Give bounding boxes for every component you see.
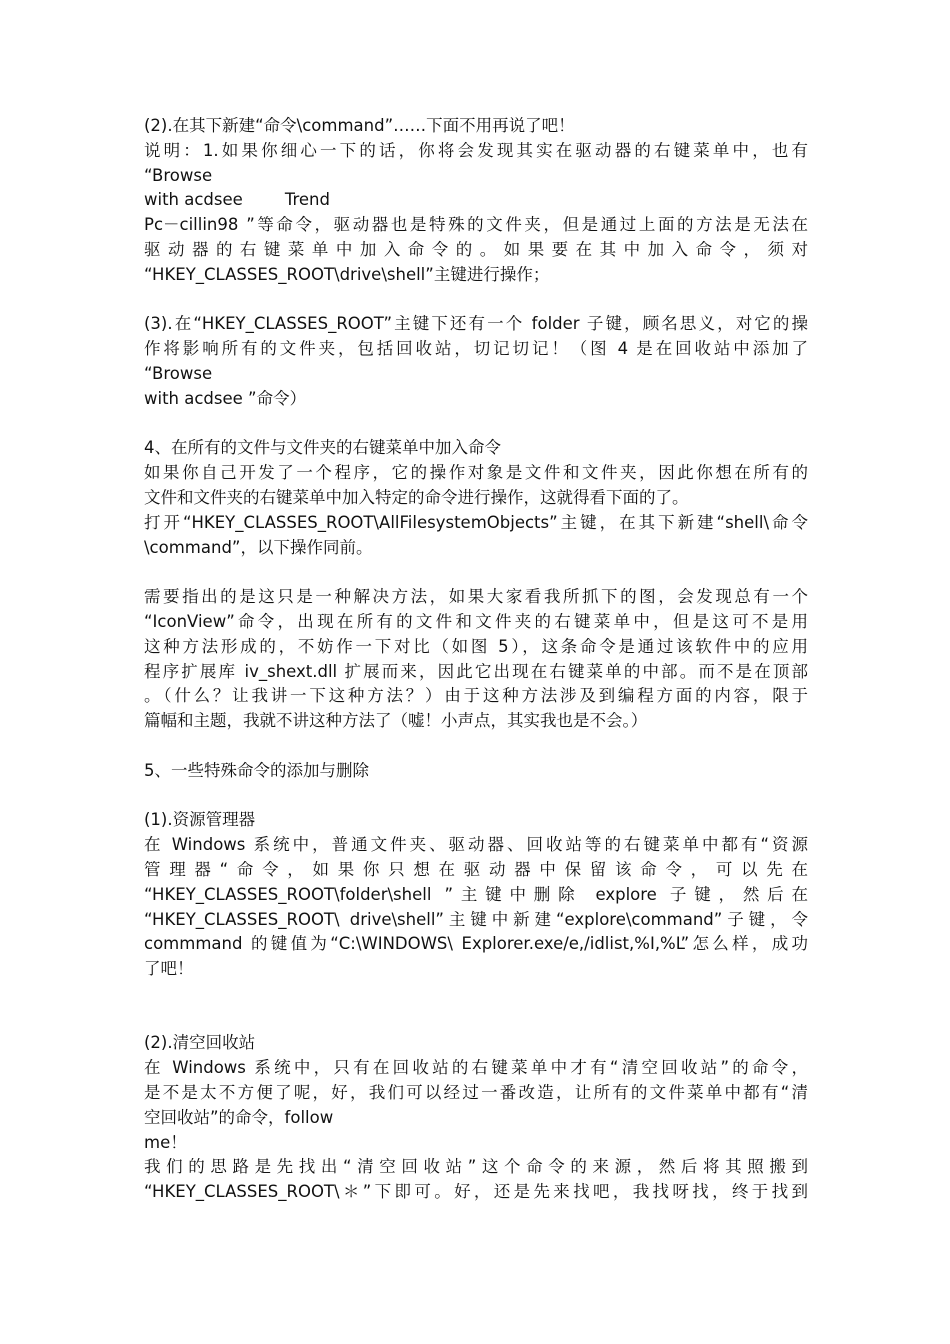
text-line: 在 Windows 系统中，只有在回收站的右键菜单中才有“清空回收站”的命令，	[144, 1058, 808, 1078]
text-fragment: with acdsee	[144, 190, 243, 210]
text-line: (3).在“HKEY_CLASSES_ROOT”主键下还有一个 folder 子键，顾名思义，对它的操	[144, 314, 808, 334]
subsection-heading: (2).清空回收站	[144, 1033, 256, 1053]
text-fragment: Trend	[284, 190, 330, 210]
text-line: 管理器“命令，如果你只想在驱动器中保留该命令，可以先在	[144, 859, 808, 879]
text-line: “Browse	[144, 165, 213, 185]
text-line: 说明：1.如果你细心一下的话，你将会发现其实在驱动器的右键菜单中，也有	[144, 140, 808, 160]
text-line: 程序扩展库 iv_shext.dll 扩展而来，因此它出现在右键菜单的中部。而不是在顶部	[144, 661, 808, 681]
paragraph-gap	[144, 288, 808, 313]
text-line: “HKEY_CLASSES_ROOT\ drive\shell”主键中新建“explore\command”子键，令	[144, 909, 808, 929]
text-line: Pc－cillin98 ”等命令，驱动器也是特殊的文件夹，但是通过上面的方法是无法在	[144, 215, 808, 235]
text-line	[144, 188, 808, 213]
section-heading: 4、在所有的文件与文件夹的右键菜单中加入命令	[144, 438, 501, 458]
text-line: 了吧！	[144, 959, 194, 979]
paragraph-gap	[144, 412, 808, 437]
paragraph-gap	[144, 784, 808, 809]
text-line: “HKEY_CLASSES_ROOT\folder\shell ”主键中删除 explore 子键，然后在	[144, 884, 808, 904]
subsection-heading: (1).资源管理器	[144, 810, 256, 830]
text-line: 是不是太不方便了呢，好，我们可以经过一番改造，让所有的文件菜单中都有“清	[144, 1083, 808, 1103]
text-line: “HKEY_CLASSES_ROOT\＊”下即可。好，还是先来找吧，我找呀找，终于找到	[144, 1182, 808, 1202]
text-line: “IconView”命令，出现在所有的文件和文件夹的右键菜单中，但是这可不是用	[144, 611, 808, 631]
text-line: 如果你自己开发了一个程序，它的操作对象是文件和文件夹，因此你想在所有的	[144, 463, 808, 483]
paragraph-gap	[144, 982, 808, 1032]
text-line: 需要指出的是这只是一种解决方法，如果大家看我所抓下的图，会发现总有一个	[144, 587, 808, 607]
paragraph-gap	[144, 560, 808, 585]
section-heading: 5、一些特殊命令的添加与删除	[144, 760, 369, 780]
text-line: \command”，以下操作同前。	[144, 537, 373, 557]
text-line: 这种方法形成的，不妨作一下对比（如图 5），这条命令是通过该软件中的应用	[144, 636, 808, 656]
paragraph-gap	[144, 734, 808, 759]
text-line: commmand 的键值为“C:\WINDOWS\ Explorer.exe/e,/idlist,%I,%L”怎么样，成功	[144, 934, 808, 954]
document-body	[144, 114, 808, 1205]
text-line: 驱动器的右键菜单中加入命令的。如果要在其中加入命令，须对	[144, 239, 808, 259]
text-line: 文件和文件夹的右键菜单中加入特定的命令进行操作，这就得看下面的了。	[144, 487, 689, 507]
text-line: 篇幅和主题，我就不讲这种方法了（嘘！小声点，其实我也是不会。）	[144, 711, 648, 731]
text-line: “Browse	[144, 363, 213, 383]
text-line: 打开“HKEY_CLASSES_ROOT\AllFilesystemObjects”主键，在其下新建“shell\命令	[144, 512, 808, 532]
text-line: 空回收站”的命令，follow	[144, 1107, 334, 1127]
text-line: with acdsee ”命令）	[144, 388, 307, 408]
text-line: 我们的思路是先找出“清空回收站”这个命令的来源，然后将其照搬到	[144, 1157, 808, 1177]
text-line: 作将影响所有的文件夹，包括回收站，切记切记！（图 4 是在回收站中添加了	[144, 339, 808, 359]
text-line: “HKEY_CLASSES_ROOT\drive\shell”主键进行操作；	[144, 264, 550, 284]
text-line: (2).在其下新建“命令\command”……下面不用再说了吧！	[144, 116, 575, 135]
text-line: 。（什么？让我讲一下这种方法？）由于这种方法涉及到编程方面的内容，限于	[144, 686, 808, 706]
text-line: me！	[144, 1132, 187, 1152]
text-line: 在 Windows 系统中，普通文件夹、驱动器、回收站等的右键菜单中都有“资源	[144, 835, 808, 855]
